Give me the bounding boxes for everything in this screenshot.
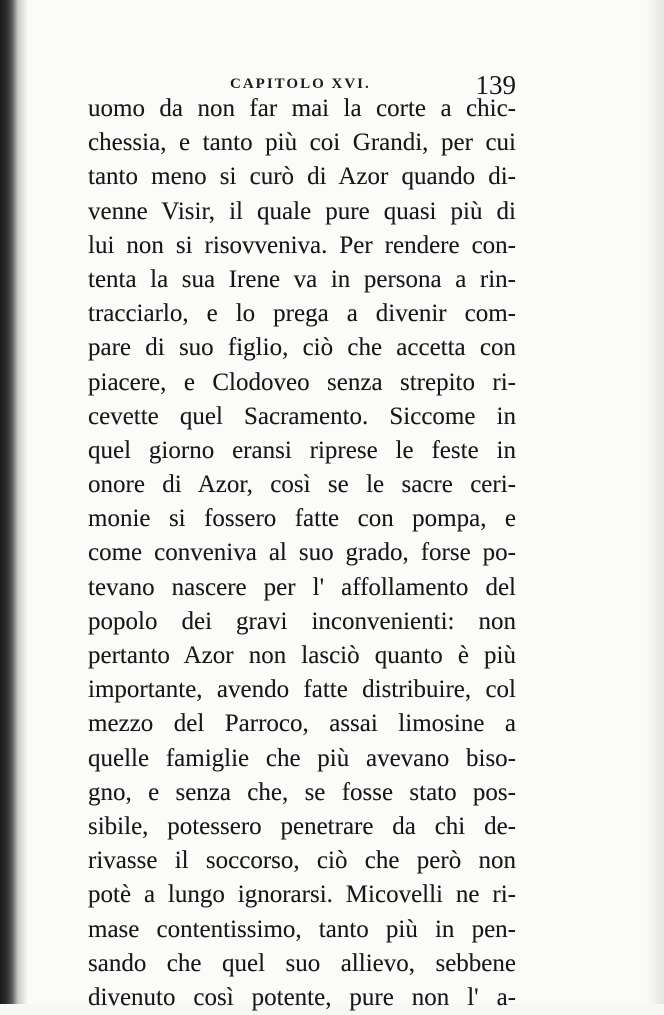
text-line: quelle famiglie che più avevano biso- xyxy=(88,744,516,772)
text-line: mezzo del Parroco, assai limosine a xyxy=(88,710,516,738)
text-line: tevano nascere per l' affollamento del xyxy=(88,573,516,601)
running-head: CAPITOLO XVI. xyxy=(230,76,371,92)
text-line: importante, avendo fatte distribuire, col xyxy=(88,676,516,704)
text-line: uomo da non far mai la corte a chic- xyxy=(88,95,516,122)
text-line: monie si fossero fatte con pompa, e xyxy=(88,505,516,533)
text-line: rivasse il soccorso, ciò che però non xyxy=(88,847,516,875)
text-line: sando che quel suo allievo, sebbene xyxy=(88,949,516,977)
page-edge-shading xyxy=(646,0,664,1004)
text-line: divenuto così potente, pure non l' a- xyxy=(88,983,516,1011)
text-line: tracciarlo, e lo prega a divenir com- xyxy=(88,300,516,328)
text-line: popolo dei gravi inconvenienti: non xyxy=(88,607,516,635)
text-line: tenta la sua Irene va in persona a rin- xyxy=(88,265,516,293)
text-line: mase contentissimo, tanto più in pen- xyxy=(88,915,516,943)
text-line: pare di suo figlio, ciò che accetta con xyxy=(88,334,516,362)
body-text xyxy=(88,92,516,1015)
text-line: quel giorno eransi riprese le feste in xyxy=(88,436,516,464)
text-line: sibile, potessero penetrare da chi de- xyxy=(88,812,516,840)
text-line: come conveniva al suo grado, forse po- xyxy=(88,539,516,567)
text-line: chessia, e tanto più coi Grandi, per cui xyxy=(88,129,516,157)
binding-gutter-shadow xyxy=(0,0,28,1004)
page-number: 139 xyxy=(475,70,516,100)
text-line: venne Visir, il quale pure quasi più di xyxy=(88,197,516,225)
text-line: gno, e senza che, se fosse stato pos- xyxy=(88,778,516,806)
text-line: piacere, e Clodoveo senza strepito ri- xyxy=(88,368,516,396)
text-line: lui non si risovveniva. Per rendere con- xyxy=(88,231,516,259)
text-line: potè a lungo ignorarsi. Micovelli ne ri- xyxy=(88,881,516,909)
text-line: pertanto Azor non lasciò quanto è più xyxy=(88,642,516,669)
text-line: onore di Azor, così se le sacre ceri- xyxy=(88,471,516,499)
text-line: tanto meno si curò di Azor quando di- xyxy=(88,163,516,191)
text-line: cevette quel Sacramento. Siccome in xyxy=(88,402,516,430)
